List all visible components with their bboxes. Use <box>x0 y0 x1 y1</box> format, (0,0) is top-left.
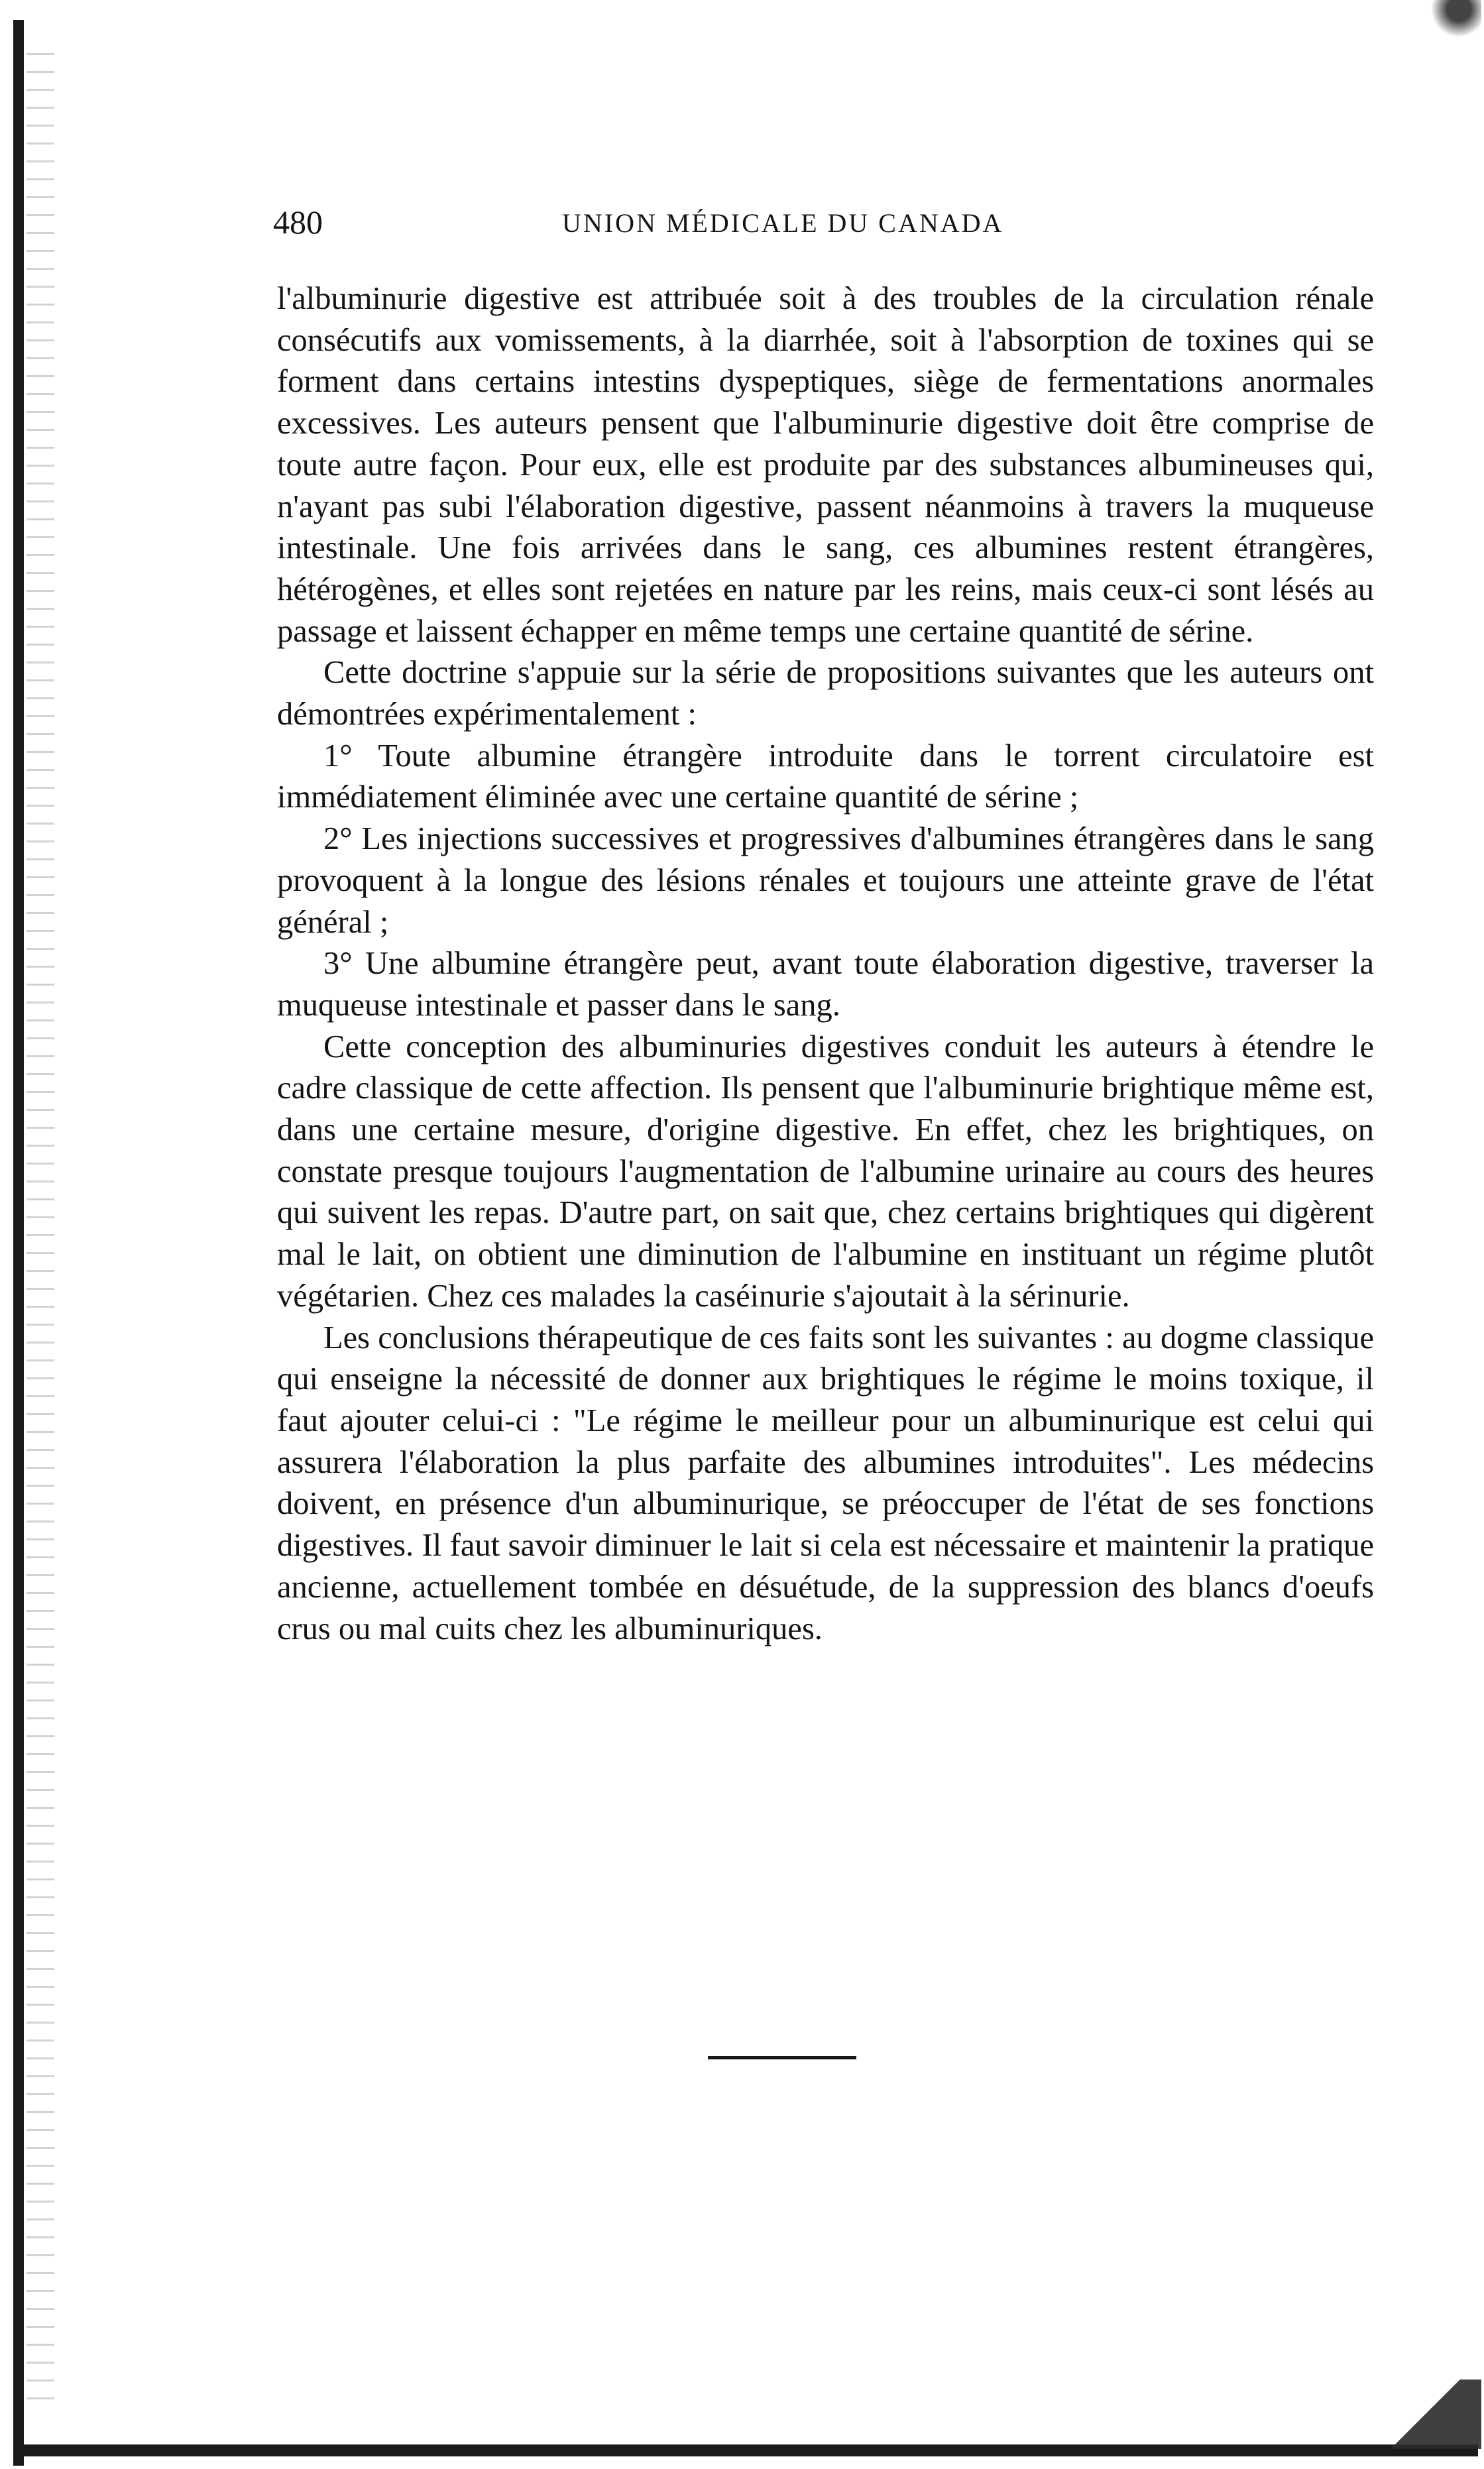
paragraph-7: Les conclusions thérapeutique de ces faits sont les suivantes : au dogme classique qui enseigne la nécessité de donner aux brightiques le régime le moins toxique, il faut ajouter celui-ci : "Le régime le meilleur pour un albuminurique est celui qui assurera l'élaboration la plus parfaite des albumines introduites". Les médecins doivent, en présence d'un albuminurique, se préoccuper de l'état de ses fonctions digestives. Il faut savoir diminuer le lait si cela est nécessaire et maintenir la pratique ancienne, actuellement tombée en désuétude, de la suppression des blancs d'oeufs crus ou mal cuits chez les albuminuriques. <box>277 1320 1374 1646</box>
paragraph-2: Cette doctrine s'appuie sur la série de propositions suivantes que les auteurs ont démontrées expérimentalement : <box>277 655 1374 732</box>
paragraph-1: l'albuminurie digestive est attribuée soit à des troubles de la circulation rénale consécutifs aux vomissements, à la diarrhée, soit à l'absorption de toxines qui se forment dans certains intestins dyspeptiques, siège de fermentations anormales excessives. Les auteurs pensent que l'albuminurie digestive doit être comprise de toute autre façon. Pour eux, elle est produite par des substances albumineuses qui, n'ayant pas subi l'élaboration digestive, passent néanmoins à travers la muqueuse intestinale. Une fois arrivées dans le sang, ces albumines restent étrangères, hétérogènes, et elles sont rejetées en nature par les reins, mais ceux-ci sont lésés au passage et laissent échapper en même temps une certaine quantité de sérine. <box>277 281 1374 649</box>
page-binding-edge <box>13 20 24 2466</box>
scan-noise-strip <box>27 53 54 2413</box>
article-body <box>277 278 1374 1650</box>
scan-corner-mark-top <box>1425 0 1481 46</box>
paragraph-6: Cette conception des albuminuries digestives conduit les auteurs à étendre le cadre classique de cette affection. Ils pensent que l'albuminurie brightique même est, dans une certaine mesure, d'origine digestive. En effet, chez les brightiques, on constate presque toujours l'augmentation de l'albumine urinaire au cours des heures qui suivent les repas. D'autre part, on sait que, chez certains brightiques qui digèrent mal le lait, on obtient une diminution de l'albumine en instituant un régime plutôt végétarien. Chez ces malades la caséinurie s'ajoutait à la sérinurie. <box>277 1029 1374 1314</box>
page-bottom-edge <box>13 2444 1478 2456</box>
paragraph-3: 1° Toute albumine étrangère introduite dans le torrent circulatoire est immédiatement éliminée avec une certaine quantité de sérine ; <box>277 738 1374 815</box>
scan-corner-mark-bottom <box>1385 2380 1481 2449</box>
page-number: 480 <box>273 203 323 241</box>
paragraph-4: 2° Les injections successives et progressives d'albumines étrangères dans le sang provoquent à la longue des lésions rénales et toujours une atteinte grave de l'état général ; <box>277 821 1374 940</box>
paragraph-5: 3° Une albumine étrangère peut, avant toute élaboration digestive, traverser la muqueuse intestinale et passer dans le sang. <box>277 946 1374 1023</box>
running-head: UNION MÉDICALE DU CANADA <box>562 208 1004 238</box>
section-end-rule <box>708 2056 856 2059</box>
